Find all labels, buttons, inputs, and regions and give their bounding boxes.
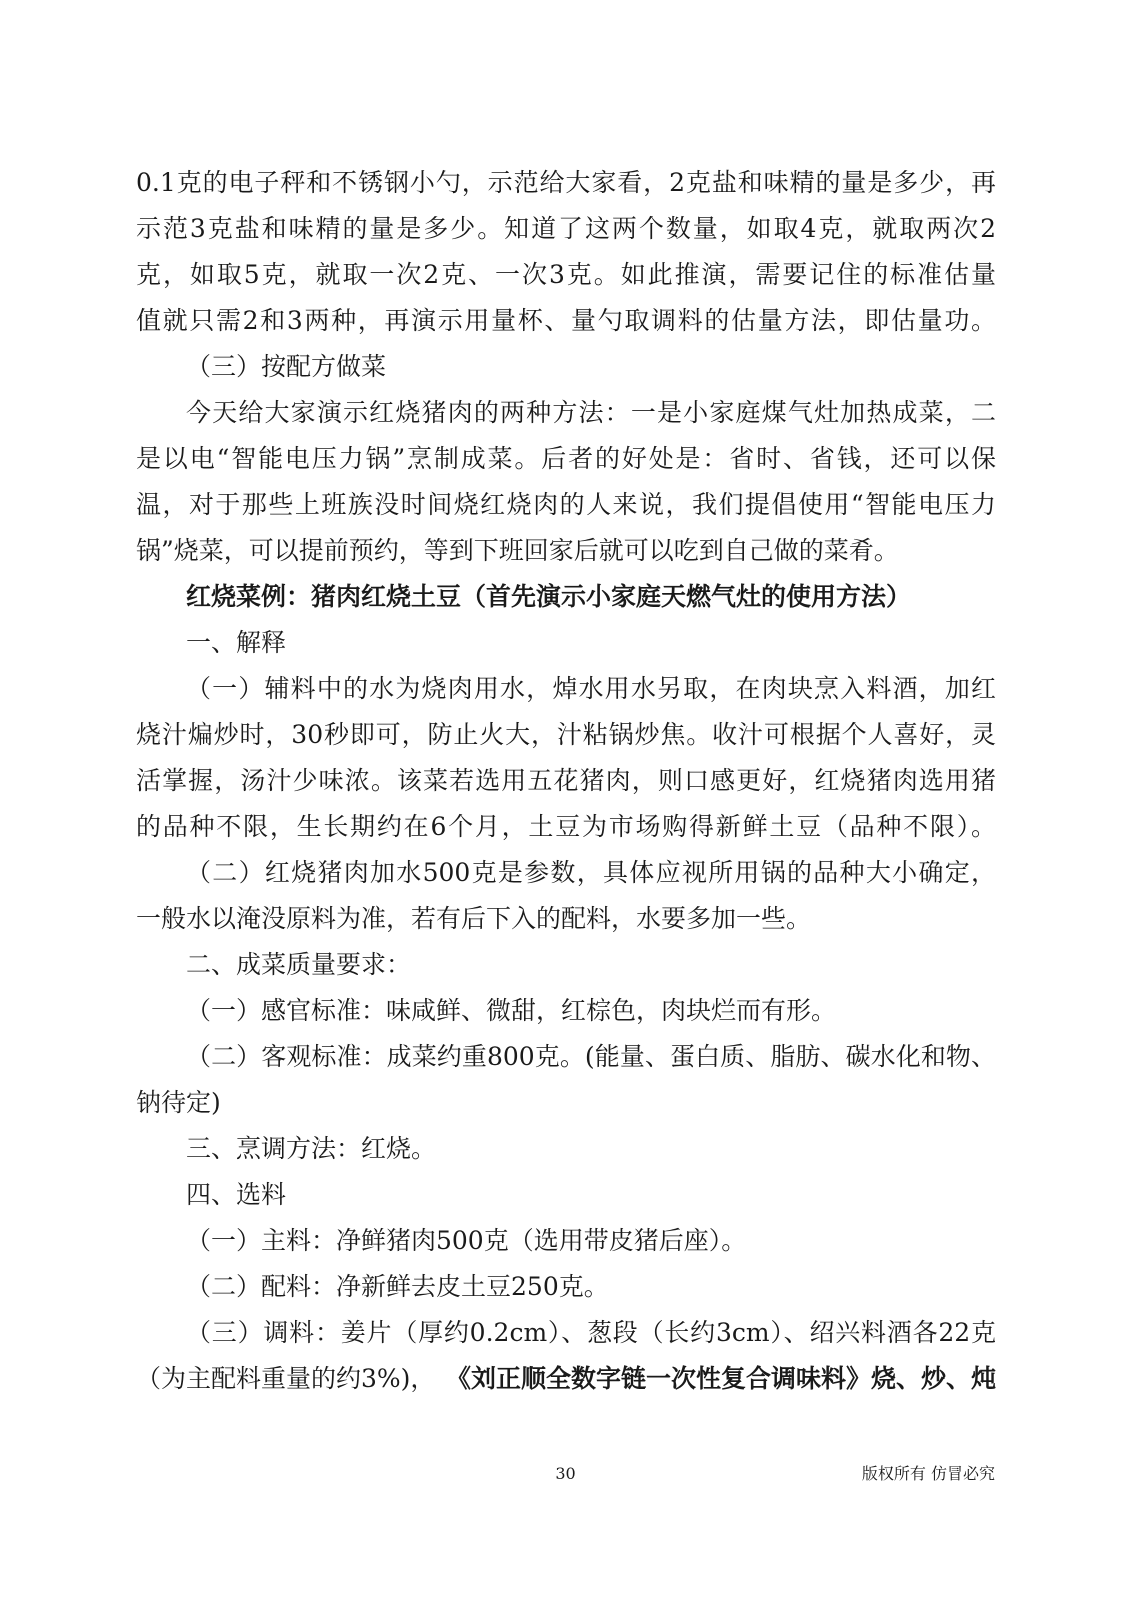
paragraph-text: （为主配料重量的约3%)， <box>136 1364 436 1393</box>
paragraph-line: 活掌握，汤汁少味浓。该菜若选用五花猪肉，则口感更好，红烧猪肉选用猪 <box>136 766 996 795</box>
paragraph-line: 一般水以淹没原料为准，若有后下入的配料，水要多加一些。 <box>136 904 812 933</box>
paragraph-line: 是以电“智能电压力锅”烹制成菜。后者的好处是：省时、省钱，还可以保 <box>136 444 996 473</box>
paragraph-line: 示范3克盐和味精的量是多少。知道了这两个数量，如取4克，就取两次2 <box>136 214 996 243</box>
paragraph-line <box>136 1362 996 1396</box>
paragraph-line: （一）主料：净鲜猪肉500克（选用带皮猪后座）。 <box>186 1226 747 1255</box>
paragraph-line: 的品种不限，生长期约在6个月，土豆为市场购得新鲜土豆（品种不限）。 <box>136 812 996 841</box>
paragraph-line: 温，对于那些上班族没时间烧红烧肉的人来说，我们提倡使用“智能电压力 <box>136 490 996 519</box>
paragraph-line: （二）客观标准：成菜约重800克。(能量、蛋白质、脂肪、碳水化和物、 <box>186 1042 996 1071</box>
section-heading: 一、解释 <box>186 628 287 657</box>
paragraph-line: 烧汁煸炒时，30秒即可，防止火大，汁粘锅炒焦。收汁可根据个人喜好，灵 <box>136 720 996 749</box>
recipe-title: 红烧菜例：猪肉红烧土豆（首先演示小家庭天燃气灶的使用方法） <box>186 582 912 611</box>
copyright-notice: 版权所有 仿冒必究 <box>861 1464 995 1483</box>
paragraph-line: 今天给大家演示红烧猪肉的两种方法：一是小家庭煤气灶加热成菜，二 <box>186 398 996 427</box>
paragraph-line: 钠待定) <box>136 1088 221 1117</box>
section-heading: 三、烹调方法：红烧。 <box>186 1134 437 1163</box>
paragraph-line: （二）配料：净新鲜去皮土豆250克。 <box>186 1272 609 1301</box>
page-number: 30 <box>555 1464 576 1483</box>
paragraph-line: （一）感官标准：味咸鲜、微甜，红棕色，肉块烂而有形。 <box>186 996 837 1025</box>
paragraph-line: （二）红烧猪肉加水500克是参数，具体应视所用锅的品种大小确定， <box>186 858 996 887</box>
paragraph-line: 值就只需2和3两种，再演示用量杯、量勺取调料的估量方法，即估量功。 <box>136 306 996 335</box>
paragraph-line: 克，如取5克，就取一次2克、一次3克。如此推演，需要记住的标准估量 <box>136 260 996 289</box>
section-heading: （三）按配方做菜 <box>186 352 387 381</box>
product-name: 《刘正顺全数字链一次性复合调味料》烧、炒、炖 <box>445 1364 996 1393</box>
paragraph-line: 0.1克的电子秤和不锈钢小勺，示范给大家看，2克盐和味精的量是多少，再 <box>136 168 996 197</box>
paragraph-line: （三）调料：姜片（厚约0.2cm）、葱段（长约3cm）、绍兴料酒各22克 <box>186 1318 996 1347</box>
paragraph-line: 锅”烧菜，可以提前预约，等到下班回家后就可以吃到自己做的菜肴。 <box>136 536 899 565</box>
section-heading: 四、选料 <box>186 1180 287 1209</box>
section-heading: 二、成菜质量要求： <box>186 950 412 979</box>
paragraph-line: （一）辅料中的水为烧肉用水，焯水用水另取，在肉块烹入料酒，加红 <box>186 674 996 703</box>
